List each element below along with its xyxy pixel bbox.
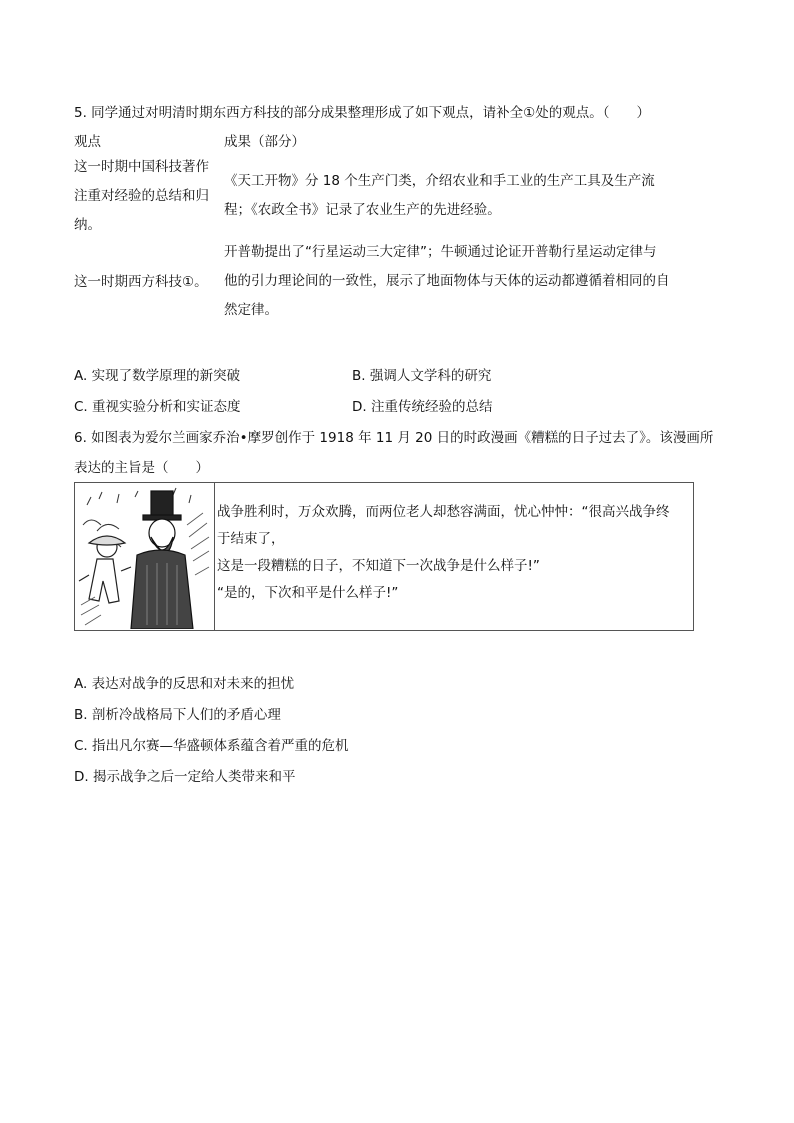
q5-stem: 5. 同学通过对明清时期东西方科技的部分成果整理形成了如下观点，请补全①处的观点。（ ） bbox=[74, 105, 651, 121]
q5-option-a[interactable]: A. 实现了数学原理的新突破 bbox=[74, 368, 241, 384]
q6-caption-line: 这是一段糟糕的日子，不知道下一次战争是什么样子!” bbox=[217, 558, 540, 574]
q5-row1-view-line: 纳。 bbox=[74, 217, 101, 233]
q6-option-a[interactable]: A. 表达对战争的反思和对未来的担忧 bbox=[74, 676, 295, 692]
q5-row2-result-line: 开普勒提出了“行星运动三大定律”；牛顿通过论证开普勒行星运动定律与 bbox=[224, 244, 657, 260]
q5-row1-result bbox=[224, 167, 655, 225]
political-cartoon-image bbox=[77, 485, 213, 629]
q5-row1-result-line: 《天工开物》分 18 个生产门类，介绍农业和手工业的生产工具及生产流 bbox=[224, 173, 655, 189]
q5-row2-view: 这一时期西方科技①。 bbox=[74, 274, 208, 290]
q5-row2-result bbox=[224, 238, 670, 325]
q5-option-d[interactable]: D. 注重传统经验的总结 bbox=[352, 399, 493, 415]
q5-option-c[interactable]: C. 重视实验分析和实证态度 bbox=[74, 399, 241, 415]
q6-stem-line1: 6. 如图表为爱尔兰画家乔治•摩罗创作于 1918 年 11 月 20 日的时政漫画《糟糕的日子过去了》。该漫画所 bbox=[74, 430, 714, 446]
q6-caption-line: 战争胜利时，万众欢腾，而两位老人却愁容满面，忧心忡忡：“很高兴战争终 bbox=[217, 504, 670, 520]
q5-row1-result-line: 程；《农政全书》记录了农业生产的先进经验。 bbox=[224, 202, 501, 218]
q5-option-b[interactable]: B. 强调人文学科的研究 bbox=[352, 368, 492, 384]
figure-divider bbox=[214, 483, 215, 630]
q5-row1-view-line: 这一时期中国科技著作 bbox=[74, 159, 209, 175]
q6-caption-line: “是的，下次和平是什么样子!” bbox=[217, 585, 399, 601]
q6-caption-line: 于结束了， bbox=[217, 531, 285, 547]
q5-row2-result-line: 然定律。 bbox=[224, 302, 278, 318]
q5-row1-view-line: 注重对经验的总结和归 bbox=[74, 188, 209, 204]
q5-row2-result-line: 他的引力理论间的一致性，展示了地面物体与天体的运动都遵循着相同的自 bbox=[224, 273, 670, 289]
q5-table-header-result: 成果（部分） bbox=[224, 134, 305, 150]
q6-option-b[interactable]: B. 剖析冷战格局下人们的矛盾心理 bbox=[74, 707, 281, 723]
q6-option-d[interactable]: D. 揭示战争之后一定给人类带来和平 bbox=[74, 769, 296, 785]
q6-option-c[interactable]: C. 指出凡尔赛—华盛顿体系蕴含着严重的危机 bbox=[74, 738, 349, 754]
q5-table-header-view: 观点 bbox=[74, 134, 101, 150]
q6-figure-box bbox=[74, 482, 694, 631]
q6-cartoon-caption bbox=[217, 499, 670, 607]
q6-stem-line2: 表达的主旨是（ ） bbox=[74, 460, 209, 476]
q5-row1-view bbox=[74, 153, 209, 240]
